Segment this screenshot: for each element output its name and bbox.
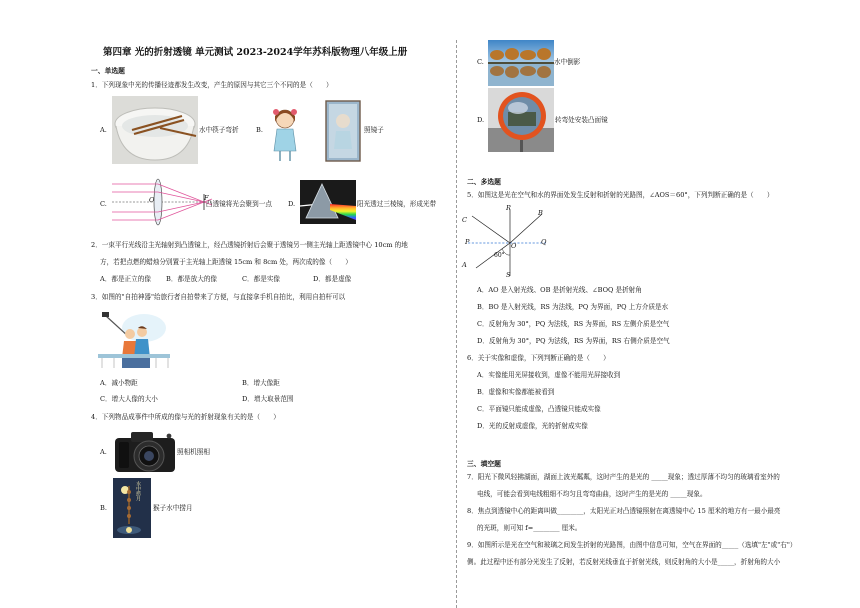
label-c: C bbox=[462, 216, 468, 224]
option-c: C．增大人像的大小 bbox=[100, 395, 158, 403]
option-d: D．增大取景范围 bbox=[242, 395, 294, 403]
selfie-stick-drawing bbox=[98, 308, 170, 370]
option-a: A．AO 是入射光线、OB 是折射光线、∠BOQ 是折射角 bbox=[477, 286, 642, 294]
question-3-stem: 3．如图的"自拍神器"给旅行者自拍带来了方便，与直接拿手机自拍比，利用自拍杆可以 bbox=[91, 293, 346, 301]
option-c: C．反射角为 30°，PQ 为法线，RS 为界面，RS 左侧介质是空气 bbox=[477, 320, 670, 328]
option-b: B．BO 是入射光线，RS 为法线，PQ 为界面，PQ 上方介质是水 bbox=[477, 303, 669, 311]
question-4-stem: 4．下列物品成事件中所成的像与光的折射现象有关的是（ ） bbox=[91, 413, 280, 421]
question-2-line2: 方，若把点燃的蜡烛分别置于主光轴上距透镜 15cm 和 8cm 处，两次成的像（ ） bbox=[100, 258, 352, 266]
girl-mirror-drawing bbox=[268, 99, 364, 165]
option-text: 转弯处安装凸面镜 bbox=[555, 116, 608, 124]
monkey-moon-drawing bbox=[113, 478, 151, 538]
section-heading: 一、单选题 bbox=[91, 67, 125, 75]
option-text: 照相机照相 bbox=[177, 448, 210, 456]
option-letter: A. bbox=[100, 126, 107, 134]
option-text: 水中倒影 bbox=[554, 58, 581, 66]
question-6-stem: 6．关于实像和虚像，下列判断正确的是（ ） bbox=[467, 354, 610, 362]
question-9-line1: 9．如图所示是光在空气和玻璃之间发生折射的光路图，由图中信息可知，空气在界面的_____（选填"左"或"右"） bbox=[467, 541, 797, 549]
focus-label: F bbox=[204, 194, 209, 202]
question-7-line1: 7．阳光下微风轻拂湖面，湖面上波光粼粼，这时产生的是光的 _____现象；透过厚薄不均匀的玻璃看室外的 bbox=[467, 473, 780, 481]
option-a: A．实像能用光屏接收到，虚像不能用光屏接收到 bbox=[477, 371, 621, 379]
option-text: 水中筷子弯折 bbox=[199, 126, 239, 134]
question-8-line2: 的光斑，则可知 f=________ 厘米。 bbox=[477, 524, 582, 532]
section-heading: 二、多选题 bbox=[467, 178, 501, 186]
option-c: C．都是实像 bbox=[242, 275, 281, 283]
label-q: Q bbox=[541, 238, 547, 246]
option-a: A．都是正立的像 bbox=[100, 275, 151, 283]
section-heading: 三、填空题 bbox=[467, 460, 501, 468]
label-r: R bbox=[506, 204, 511, 212]
angle-label: 60° bbox=[494, 252, 505, 259]
question-8-line1: 8．焦点到透镜中心的距离叫做________，太阳光正对凸透镜照射在离透镜中心 15 厘米的地方有一最小最亮 bbox=[467, 507, 781, 515]
option-c: C．平面镜只能成虚像，凸透镜只能成实像 bbox=[477, 405, 601, 413]
label-b: B bbox=[538, 209, 543, 217]
option-letter: B. bbox=[100, 504, 107, 512]
page-title: 第四章 光的折射透镜 单元测试 2023-2024学年苏科版物理八年级上册 bbox=[103, 47, 408, 58]
option-letter: C. bbox=[100, 200, 107, 208]
question-5-stem: 5．如图这是光在空气和水的界面处发生反射和折射的光路图，∠AOS＝60°，下列判断正确的是（ ） bbox=[467, 191, 774, 199]
question-7-line2: 电线，可能会看到电线粗细不均匀且弯弯曲曲，这时产生的是光的 _____现象。 bbox=[477, 490, 707, 498]
bowl-chopsticks-drawing bbox=[112, 96, 198, 164]
option-text: 阳光透过三棱镜，形成光带 bbox=[357, 200, 437, 208]
option-letter: C. bbox=[477, 58, 484, 66]
label-s: S bbox=[506, 271, 511, 279]
picture-caption: 水中捞月 bbox=[135, 481, 141, 501]
option-letter: D. bbox=[477, 116, 485, 124]
option-letter: D. bbox=[288, 200, 296, 208]
convex-mirror-photo bbox=[488, 88, 554, 152]
water-reflection-photo bbox=[488, 40, 554, 86]
option-letter: A. bbox=[100, 448, 107, 456]
label-p: P bbox=[465, 238, 470, 246]
option-d: D．光的反射成虚像，光的折射成实像 bbox=[477, 422, 588, 430]
monkey-moon-picture bbox=[113, 478, 151, 538]
label-o: O bbox=[511, 242, 517, 250]
convex-lens-diagram bbox=[112, 178, 212, 226]
bowl-chopsticks-photo bbox=[112, 96, 198, 164]
lens-center-label: O bbox=[149, 196, 155, 204]
option-text: 猴子水中捞月 bbox=[153, 504, 193, 512]
option-d: D．反射角为 30°，PQ 为法线，RS 为界面，RS 右侧介质是空气 bbox=[477, 337, 670, 345]
question-9-line2: 侧。此过程中还有部分光发生了反射，若反射光线垂直于折射光线，则反射角的大小是_____，折射角的大小 bbox=[467, 558, 781, 566]
option-b: B．增大像距 bbox=[242, 379, 280, 387]
prism-photo bbox=[300, 180, 356, 224]
column-divider bbox=[456, 40, 457, 608]
option-b: B．虚像和实像都能被看到 bbox=[477, 388, 555, 396]
option-a: A．减小物距 bbox=[100, 379, 138, 387]
option-text: 照镜子 bbox=[364, 126, 384, 134]
camera-photo bbox=[113, 428, 177, 476]
option-d: D．都是虚像 bbox=[313, 275, 352, 283]
option-letter: B. bbox=[256, 126, 263, 134]
option-b: B．都是放大的像 bbox=[166, 275, 218, 283]
label-a: A bbox=[462, 261, 467, 269]
question-2-line1: 2．一束平行光线沿主光轴射到凸透镜上，经凸透镜折射后会聚于透镜另一侧主光轴上距透镜中心 10cm 的地 bbox=[91, 241, 408, 249]
option-text: 凸透镜将光会聚到一点 bbox=[206, 200, 272, 208]
question-1-stem: 1．下列现象中光的传播径迹都发生改变，产生的原因与其它三个不同的是（ ） bbox=[91, 81, 333, 89]
